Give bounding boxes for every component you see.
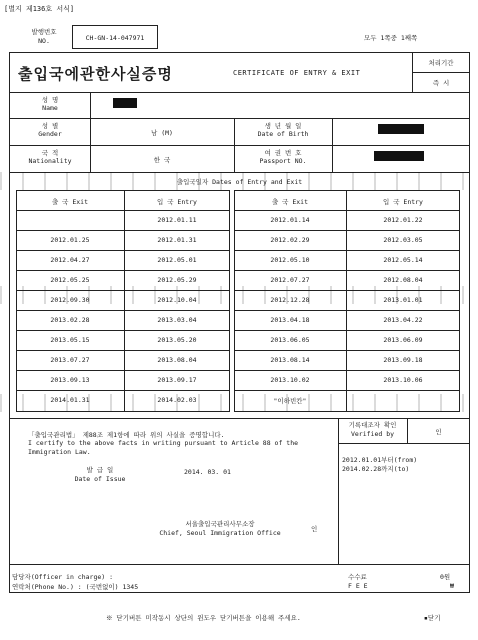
date-cell: 2012.01.14 <box>270 216 310 224</box>
header-entry-1: 입 국 Entry <box>157 198 197 206</box>
processing-period-value: 즉 시 <box>432 79 450 87</box>
date-cell: 2012.05.14 <box>383 256 423 264</box>
date-cell: 2012.08.04 <box>383 276 423 284</box>
issue-date-label-ko: 발 급 일 <box>86 466 114 474</box>
date-cell: 2012.01.31 <box>157 236 197 244</box>
office-seal: 인 <box>311 525 318 533</box>
dob-label <box>234 122 332 138</box>
date-cell: 2012.05.10 <box>270 256 310 264</box>
officer-label: 담당자(Officer in charge) : <box>12 573 114 581</box>
date-cell: 2012.04.27 <box>50 256 90 264</box>
date-cell: 2012.10.04 <box>157 296 197 304</box>
passport-redacted <box>374 151 424 161</box>
fee-value: 0원 <box>440 573 451 581</box>
dates-title: 출입국일자 Dates of Entry and Exit <box>176 178 303 186</box>
date-cell: 2013.09.13 <box>50 376 90 384</box>
gender-label-ko: 성 별 <box>41 122 59 130</box>
verified-label-ko: 기록대조자 확인 <box>348 421 397 429</box>
period-to: 2014.02.28까지(to) <box>342 465 410 473</box>
close-button[interactable]: ▪닫기 <box>424 614 441 622</box>
fee-label-en: F E E <box>348 582 368 590</box>
date-cell: 2013.05.15 <box>50 336 90 344</box>
date-cell: 2012.01.22 <box>383 216 423 224</box>
nationality-value: 한 국 <box>153 156 171 164</box>
cert-line-1: 「출입국관리법」 제88조 제1항에 따라 위의 사실을 증명합니다. <box>28 431 225 439</box>
issue-no-label <box>22 28 66 46</box>
fee-label-ko: 수수료 <box>348 573 367 581</box>
phone-label: 연락처(Phone No.) : (국번없이) 1345 <box>12 583 139 591</box>
name-label-ko: 성 명 <box>41 96 59 104</box>
cert-line-3: Immigration Law. <box>28 448 91 456</box>
verified-label-en: Verified by <box>350 430 395 438</box>
name-label-en: Name <box>42 104 58 112</box>
period-from: 2012.01.01부터(from) <box>342 456 418 464</box>
footer-note: ※ 닫기버튼 미작동시 상단의 윈도우 닫기버튼을 이용해 주세요. <box>106 614 301 622</box>
dob-label-ko: 생 년 월 일 <box>264 122 302 130</box>
date-cell: 2013.02.28 <box>50 316 90 324</box>
verified-seal: 인 <box>435 428 442 436</box>
date-cell: 2013.08.04 <box>157 356 197 364</box>
office-en: Chief, Seoul Immigration Office <box>159 529 281 537</box>
date-cell: 2013.01.01 <box>383 296 423 304</box>
date-cell: 2012.01.11 <box>157 216 197 224</box>
date-cell: 2012.12.28 <box>270 296 310 304</box>
nationality-label-ko: 국 적 <box>41 149 59 157</box>
passport-label <box>234 149 332 165</box>
dob-redacted <box>378 124 424 134</box>
office-ko: 서울출입국관리사무소장 <box>185 520 255 528</box>
date-cell: 2012.05.29 <box>157 276 197 284</box>
date-cell: 2013.08.14 <box>270 356 310 364</box>
date-cell: 2012.07.27 <box>270 276 310 284</box>
dob-label-en: Date of Birth <box>257 130 309 138</box>
passport-label-en: Passport NO. <box>259 157 307 165</box>
header-entry-2: 입 국 Entry <box>383 198 423 206</box>
date-cell: 2012.02.29 <box>270 236 310 244</box>
date-cell: 2013.09.18 <box>383 356 423 364</box>
date-cell: 2014.02.03 <box>157 396 197 404</box>
page-count: 모두 1쪽중 1째쪽 <box>364 34 418 42</box>
gender-label-en: Gender <box>38 130 62 138</box>
date-cell: 2013.04.18 <box>270 316 310 324</box>
date-cell: 2013.06.09 <box>383 336 423 344</box>
fee-symbol: ₩ <box>450 582 454 590</box>
name-redacted <box>113 98 137 108</box>
issue-date-value: 2014. 03. 01 <box>184 468 231 476</box>
date-cell: 2013.07.27 <box>50 356 90 364</box>
name-label <box>20 96 80 112</box>
date-cell: 2013.04.22 <box>383 316 423 324</box>
date-cell: 2013.10.06 <box>383 376 423 384</box>
header-exit-1: 출 국 Exit <box>51 198 89 206</box>
date-cell: 2012.03.05 <box>383 236 423 244</box>
issue-date-label <box>60 466 140 484</box>
cert-line-2: I certify to the above facts in writing pursuant to Article 88 of the <box>28 439 299 447</box>
nationality-label-en: Nationality <box>28 157 72 165</box>
date-cell: 2012.09.30 <box>50 296 90 304</box>
date-cell: 2013.10.02 <box>270 376 310 384</box>
form-label: [별지 제136호 서식] <box>4 5 75 13</box>
processing-period-label: 처리기간 <box>428 59 454 67</box>
gender-label <box>20 122 80 138</box>
nationality-label <box>20 149 80 165</box>
issue-no-value: CH-GN-14-047971 <box>85 34 145 42</box>
date-cell: 2012.05.01 <box>157 256 197 264</box>
issue-no-label-ko: 발행번호 <box>31 28 57 36</box>
verified-label <box>338 421 407 439</box>
date-cell: 2013.06.05 <box>270 336 310 344</box>
date-cell: 2014.01.31 <box>50 396 90 404</box>
date-cell: 2013.09.17 <box>157 376 197 384</box>
gender-value: 남 (M) <box>151 129 173 137</box>
date-cell: "이하빈칸" <box>273 397 307 405</box>
date-cell: 2013.03.04 <box>157 316 197 324</box>
date-cell: 2012.01.25 <box>50 236 90 244</box>
date-cell: 2013.05.20 <box>157 336 197 344</box>
issuing-office <box>120 520 320 538</box>
passport-label-ko: 여 권 번 호 <box>264 149 302 157</box>
title-ko: 출입국에관한사실증명 <box>18 65 173 83</box>
issue-date-label-en: Date of Issue <box>74 475 126 483</box>
title-en: CERTIFICATE OF ENTRY & EXIT <box>233 69 361 77</box>
issue-no-label-en: NO. <box>38 37 50 45</box>
date-cell: 2012.05.25 <box>50 276 90 284</box>
issue-no-box <box>72 25 158 49</box>
header-exit-2: 출 국 Exit <box>271 198 309 206</box>
